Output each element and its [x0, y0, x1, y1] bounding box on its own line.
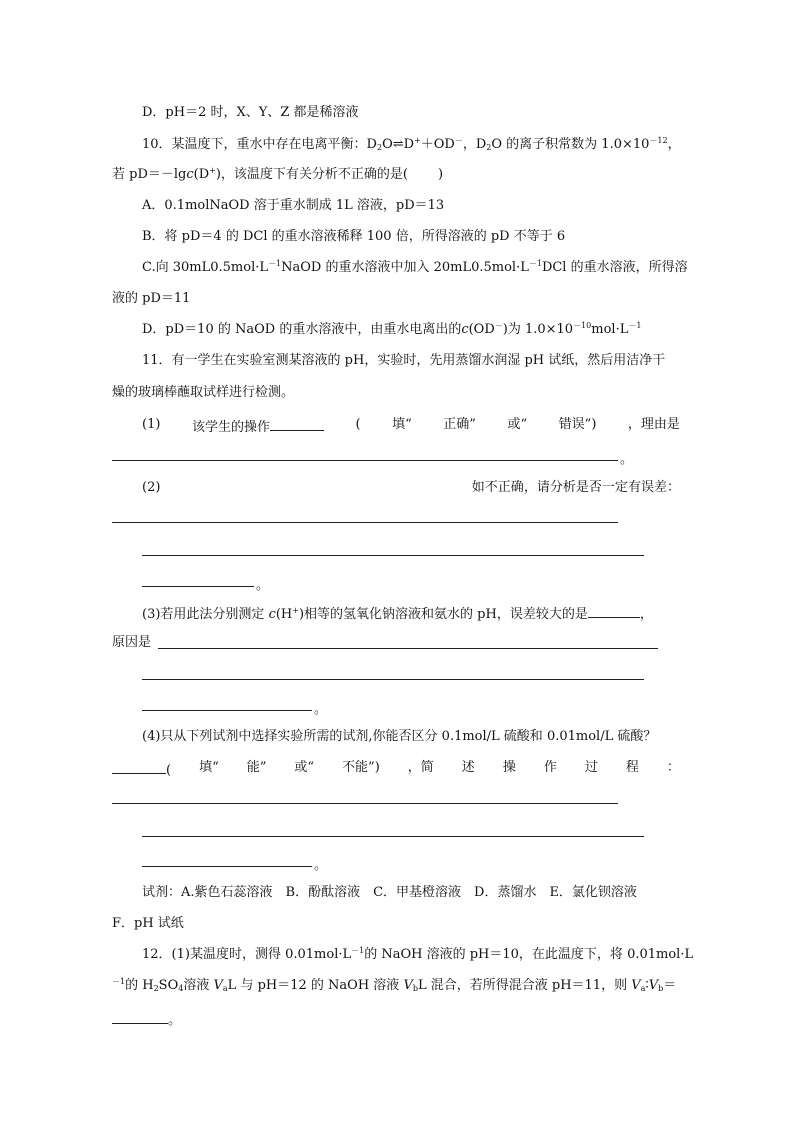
q12-line3: 。: [112, 1010, 181, 1029]
q10-option-d: D．pD＝10 的 NaOD 的重水溶液中，由重水电离出的c(OD－)为 $1.0\times 10^{-10}mol\cdot L^{-1}$: [142, 321, 642, 337]
q11-part2: (2) 如 不 正 确 ， 请 分 析 是 否 一 定 有 误 差 ：: [142, 480, 680, 495]
q10-option-b: B．将 pD＝4 的 DCl 的重水溶液稀释 100 倍，所得溶液的 pD 不等于 6: [142, 229, 566, 244]
q11-part3-line1: (3)若用此法分别测定 c(H+)相等的氢氧化钠溶液和氨水的 pH，误差较大的是 ，: [142, 606, 653, 622]
q10-option-c-line1: C.向 $30mL0.5mol\cdot L^{-1}NaOD$ 的重水溶液中加入 $20mL0.5mol\cdot L^{-1}DCl$ 的重水溶液，所得溶: [142, 259, 688, 275]
q11-reagents-line1: 试剂：A.紫色石蕊溶液 B．酚酞溶液 C．甲基橙溶液 D．蒸馏水 E．氯化钡溶液: [142, 885, 637, 900]
q10-option-a: A．0.1molNaOD 溶于重水制成 1L 溶液，pD＝13: [142, 198, 445, 213]
q11-part3-reason-blank3[interactable]: [142, 710, 312, 711]
q11-part2-period: 。: [256, 578, 270, 593]
q11-part4-period: 。: [314, 858, 328, 873]
q11-part3-reason-blank1[interactable]: [158, 648, 658, 649]
q11-part1-answer-blank[interactable]: [270, 417, 324, 431]
q12-line1: 12．(1)某温度时，测得 $0.01mol\cdot L^{-1}$的 NaOH 溶液的 pH＝10，在此温度下，将 0.01mol·L: [142, 946, 694, 962]
q11-part2-blank-line3[interactable]: [142, 586, 254, 587]
q11-reagents-line2: F．pH 试纸: [112, 916, 184, 931]
q11-part4-line1: (4)只从下列试剂中选择实验所需的试剂,你能否区分 0.1mol/L 硫酸和 0.01mol/L 硫酸？: [142, 729, 657, 744]
q12-answer-blank[interactable]: [112, 1010, 168, 1024]
q10-stem-line2: 若 pD＝－lgc(D+)，该温度下有关分析不正确的是( ): [112, 166, 444, 182]
q11-part1: (1) 该学生的操作 ( 填“ 正确” 或“ 错误”) ，理由是: [142, 417, 680, 435]
q9-option-d: D．pH＝2 时，X、Y、Z 都是稀溶液: [142, 105, 359, 120]
q12-line2: $^{-1}$的 $H_2SO_4$溶液 $V_aL$ 与 pH＝12 的 NaOH 溶液 $V_bL$ 混合，若所得混合液 pH＝11，则 $V_a∶V_b=$: [112, 977, 677, 993]
q10-stem-line1: 10．某温度下，重水中存在电离平衡：$D_2O\rightleftharpoons D^++OD^-$，$D_2O$ 的离子积常数为 $1.0\times 10^{-12}$，: [142, 136, 681, 152]
q11-part4-blank-line1[interactable]: [112, 803, 618, 804]
q11-stem-line2: 燥的玻璃棒蘸取试样进行检测。: [112, 385, 295, 400]
q11-part1-period: 。: [620, 452, 634, 467]
q11-part4-blank-line3[interactable]: [142, 866, 312, 867]
q10-option-c-line2: 液的 pD＝11: [112, 291, 191, 306]
q11-stem-line1: 11．有一学生在实验室测某溶液的 pH，实验时，先用蒸馏水润湿 pH 试纸，然后用洁净干: [142, 353, 666, 368]
q11-part3-reason-blank2[interactable]: [142, 679, 644, 680]
q11-part2-blank-line2[interactable]: [142, 555, 644, 556]
q11-part2-blank-line1[interactable]: [112, 522, 618, 523]
q11-part1-reason-blank[interactable]: [112, 460, 618, 461]
q11-part3-period: 。: [314, 702, 328, 717]
q11-part3-reason-label: 原因是: [112, 635, 152, 650]
q11-part4-blank-line2[interactable]: [142, 836, 644, 837]
q11-part3-answer-blank[interactable]: [588, 604, 640, 618]
q11-part4-answer-blank[interactable]: [112, 760, 166, 774]
q11-part4-line2: ( 填“ 能” 或“ 不能”) ，简 述 操 作 过 程 ：: [112, 760, 680, 779]
